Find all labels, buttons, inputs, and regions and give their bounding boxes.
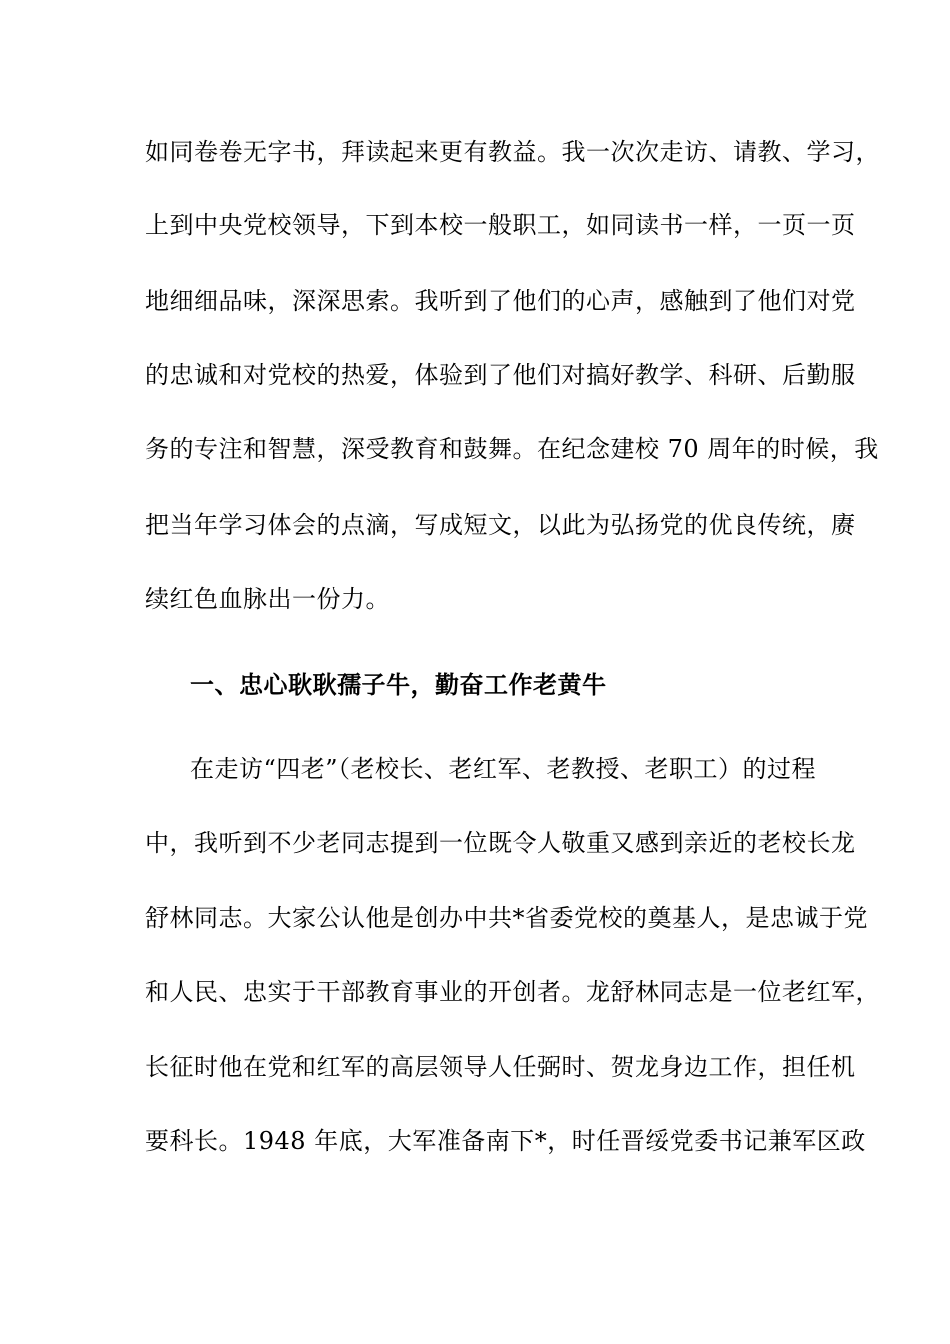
text-line: 和人民、忠实于干部教育事业的开创者。龙舒林同志是一位老红军， bbox=[145, 978, 880, 1006]
text-line: 务的专注和智慧，深受教育和鼓舞。在纪念建校 70 周年的时候，我 bbox=[145, 435, 879, 463]
text-line: 如同卷卷无字书，拜读起来更有教益。我一次次走访、请教、学习， bbox=[145, 138, 880, 166]
section-heading: 一、忠心耿耿孺子牛，勤奋工作老黄牛 bbox=[190, 670, 607, 699]
text-line: 把当年学习体会的点滴，写成短文，以此为弘扬党的优良传统，赓 bbox=[145, 511, 856, 539]
text-line: 的忠诚和对党校的热爱，体验到了他们对搞好教学、科研、后勤服 bbox=[145, 361, 856, 389]
text-line: 在走访“四老”（老校长、老红军、老教授、老职工）的过程 bbox=[190, 755, 817, 783]
text-line: 地细细品味，深深思索。我听到了他们的心声，感触到了他们对党 bbox=[145, 287, 856, 315]
text-line: 长征时他在党和红军的高层领导人任弼时、贺龙身边工作，担任机 bbox=[145, 1053, 856, 1081]
text-line: 续红色血脉出一份力。 bbox=[145, 585, 390, 613]
text-line: 舒林同志。大家公认他是创办中共*省委党校的奠基人，是忠诚于党 bbox=[145, 904, 868, 932]
text-line: 要科长。1948 年底，大军准备南下*，时任晋绥党委书记兼军区政 bbox=[145, 1127, 866, 1155]
text-line: 上到中央党校领导，下到本校一般职工，如同读书一样，一页一页 bbox=[145, 211, 856, 239]
text-line: 中，我听到不少老同志提到一位既令人敬重又感到亲近的老校长龙 bbox=[145, 829, 856, 857]
